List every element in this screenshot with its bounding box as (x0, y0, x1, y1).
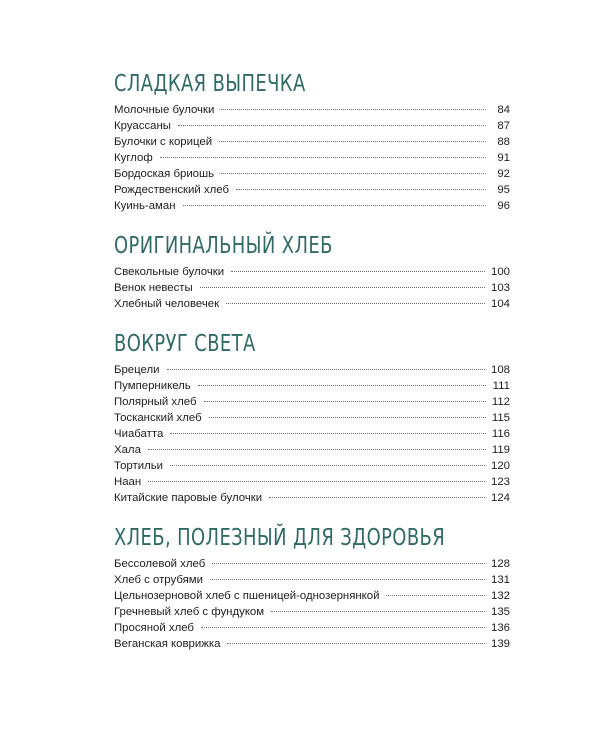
dot-leader (209, 417, 486, 418)
table-of-contents (114, 70, 510, 670)
entry-list (114, 362, 510, 506)
dot-leader (160, 157, 486, 158)
entry-page-number: 108 (490, 364, 510, 376)
dot-leader (386, 595, 485, 596)
entry-page-number: 131 (490, 574, 510, 586)
toc-entry (114, 182, 510, 198)
entry-title: Хлебный человечек (114, 298, 220, 310)
entry-title: Цельнозерновой хлеб с пшеницей-однозернянкой (114, 590, 380, 602)
toc-entry (114, 556, 510, 572)
entry-list (114, 264, 510, 312)
dot-leader (200, 287, 485, 288)
entry-title: Куглоф (114, 152, 153, 164)
section-title: ВОКРУГ СВЕТА (114, 331, 256, 357)
entry-title: Бессолевой хлеб (114, 558, 206, 570)
section-title: ОРИГИНАЛЬНЫЙ ХЛЕБ (114, 233, 333, 259)
toc-entry (114, 636, 510, 652)
entry-title: Куинь-аман (114, 200, 176, 212)
dot-leader (170, 433, 486, 434)
entry-page-number: 123 (490, 476, 510, 488)
entry-title: Свекольные булочки (114, 266, 225, 278)
entry-page-number: 119 (491, 444, 510, 456)
dot-leader (198, 385, 486, 386)
toc-entry (114, 166, 510, 182)
section-title: СЛАДКАЯ ВЫПЕЧКА (114, 71, 306, 97)
toc-section-around-the-world (114, 330, 510, 506)
toc-entry (114, 458, 510, 474)
entry-page-number: 128 (490, 558, 510, 570)
toc-entry (114, 102, 510, 118)
toc-section-healthy-bread (114, 524, 510, 652)
toc-entry (114, 362, 510, 378)
entry-title: Пумперникель (114, 380, 191, 392)
toc-entry (114, 280, 510, 296)
entry-title: Венок невесты (114, 282, 193, 294)
entry-title: Китайские паровые булочки (114, 492, 263, 504)
dot-leader (148, 481, 485, 482)
entry-title: Гречневый хлеб с фундуком (114, 606, 265, 618)
entry-title: Веганская коврижка (114, 638, 221, 650)
dot-leader (170, 465, 485, 466)
entry-title: Молочные булочки (114, 104, 215, 116)
entry-page-number: 91 (497, 152, 510, 164)
dot-leader (231, 271, 485, 272)
toc-entry (114, 296, 510, 312)
toc-entry (114, 588, 510, 604)
entry-page-number: 132 (490, 590, 510, 602)
entry-page-number: 84 (497, 104, 510, 116)
toc-entry (114, 150, 510, 166)
dot-leader (210, 579, 485, 580)
dot-leader (201, 627, 485, 628)
dot-leader (221, 109, 486, 110)
dot-leader (204, 401, 486, 402)
dot-leader (227, 643, 485, 644)
toc-entry (114, 604, 510, 620)
toc-entry (114, 264, 510, 280)
toc-entry (114, 572, 510, 588)
entry-page-number: 116 (491, 428, 510, 440)
entry-title: Полярный хлеб (114, 396, 197, 408)
entry-page-number: 104 (490, 298, 510, 310)
toc-entry (114, 118, 510, 134)
entry-list (114, 102, 510, 214)
entry-page-number: 136 (490, 622, 510, 634)
section-title: ХЛЕБ, ПОЛЕЗНЫЙ ДЛЯ ЗДОРОВЬЯ (114, 525, 446, 551)
entry-title: Чиабатта (114, 428, 164, 440)
entry-page-number: 100 (490, 266, 510, 278)
toc-entry (114, 442, 510, 458)
entry-page-number: 124 (490, 492, 510, 504)
entry-page-number: 139 (490, 638, 510, 650)
toc-entry (114, 426, 510, 442)
entry-page-number: 115 (491, 412, 510, 424)
entry-title: Рождественский хлеб (114, 184, 230, 196)
dot-leader (212, 563, 485, 564)
entry-page-number: 112 (491, 396, 510, 408)
entry-title: Тортильи (114, 460, 164, 472)
toc-entry (114, 620, 510, 636)
toc-entry (114, 198, 510, 214)
entry-page-number: 87 (497, 120, 510, 132)
entry-page-number: 96 (497, 200, 510, 212)
entry-page-number: 92 (497, 168, 510, 180)
toc-entry (114, 410, 510, 426)
dot-leader (148, 449, 486, 450)
toc-entry (114, 394, 510, 410)
dot-leader (236, 189, 486, 190)
entry-page-number: 120 (490, 460, 510, 472)
entry-title: Брецели (114, 364, 160, 376)
toc-section-original-bread (114, 232, 510, 312)
entry-page-number: 111 (492, 380, 510, 392)
entry-title: Тосканский хлеб (114, 412, 202, 424)
dot-leader (167, 369, 485, 370)
entry-title: Круассаны (114, 120, 171, 132)
entry-title: Булочки с корицей (114, 136, 213, 148)
entry-title: Наан (114, 476, 142, 488)
dot-leader (178, 125, 486, 126)
toc-entry (114, 378, 510, 394)
dot-leader (271, 611, 485, 612)
dot-leader (269, 497, 485, 498)
entry-page-number: 95 (497, 184, 510, 196)
toc-entry (114, 134, 510, 150)
toc-entry (114, 474, 510, 490)
entry-list (114, 556, 510, 652)
entry-page-number: 103 (490, 282, 510, 294)
entry-page-number: 135 (490, 606, 510, 618)
entry-title: Хала (114, 444, 141, 456)
dot-leader (183, 205, 486, 206)
entry-title: Бордоская бриошь (114, 168, 215, 180)
dot-leader (221, 173, 486, 174)
entry-title: Хлеб с отрубями (114, 574, 203, 586)
dot-leader (219, 141, 486, 142)
dot-leader (226, 303, 485, 304)
entry-title: Просяной хлеб (114, 622, 194, 634)
entry-page-number: 88 (497, 136, 510, 148)
toc-entry (114, 490, 510, 506)
toc-section-sweet-pastry (114, 70, 510, 214)
